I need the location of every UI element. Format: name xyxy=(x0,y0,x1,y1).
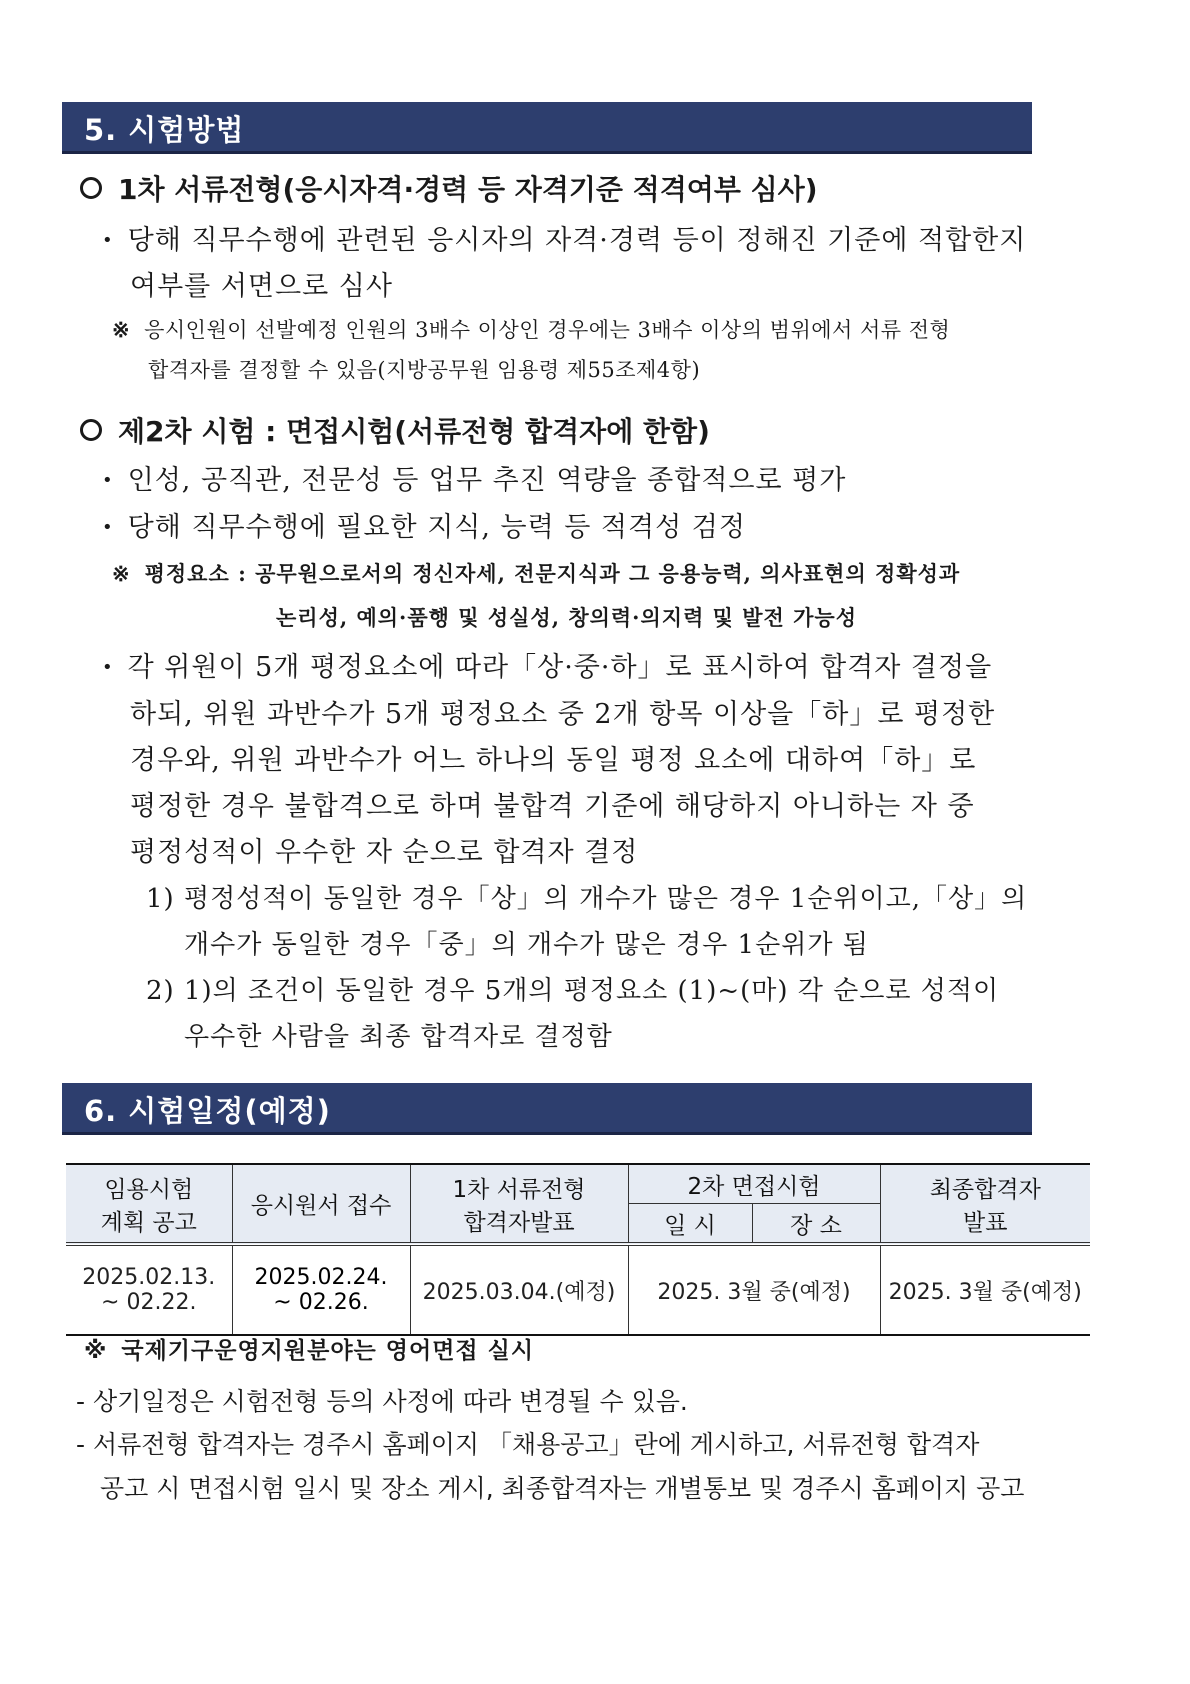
section-5-header-bar xyxy=(62,102,1032,154)
bullet-dot-icon: • xyxy=(102,230,114,251)
table-note xyxy=(84,1332,534,1365)
header-final-result: 최종합격자 발표 xyxy=(880,1164,1090,1244)
circle-bullet-icon xyxy=(80,177,102,199)
announcement-notice-line1: - 서류전형 합격자는 경주시 홈페이지 「채용공고」란에 게시하고, 서류전형 합격자 xyxy=(76,1430,980,1459)
section-6-header-bar xyxy=(62,1083,1032,1135)
stage2-item2-line1: 2) 1)의 조건이 동일한 경우 5개의 평정요소 (1)~(마) 각 순으로 성적이 xyxy=(146,976,1000,1006)
schedule-change-notice: - 상기일정은 시험전형 등의 사정에 따라 변경될 수 있음. xyxy=(76,1387,688,1416)
stage2-heading-text: 제2차 시험 : 면접시험(서류전형 합격자에 한함) xyxy=(118,415,710,448)
cell-interview-date: 2025. 3월 중(예정) xyxy=(628,1244,880,1335)
stage2-bullet1-text: 인성, 공직관, 전문성 등 업무 추진 역량을 종합적으로 평가 xyxy=(127,465,847,496)
stage2-note xyxy=(112,558,960,588)
stage1-bullet-line2: 여부를 서면으로 심사 xyxy=(130,271,393,302)
note-mark: ※ xyxy=(112,317,131,342)
stage1-heading xyxy=(80,168,818,208)
section-5-title: 5. 시험방법 xyxy=(84,113,245,147)
bullet-dot-icon: • xyxy=(102,517,114,538)
note-mark: ※ xyxy=(84,1338,108,1364)
bullet-dot-icon: • xyxy=(102,470,114,491)
header-announcement: 임용시험 계획 공고 xyxy=(66,1164,232,1244)
stage1-note xyxy=(112,314,950,344)
stage1-note-line2: 합격자를 결정할 수 있음(지방공무원 임용령 제55조제4항) xyxy=(148,358,701,382)
stage2-note-line1: 평정요소 : 공무원으로서의 정신자세, 전문지식과 그 응용능력, 의사표현의 정확성과 xyxy=(144,561,961,586)
stage2-item2-line2: 우수한 사람을 최종 합격자로 결정함 xyxy=(184,1022,613,1052)
stage2-item1-line2: 개수가 동일한 경우「중」의 개수가 많은 경우 1순위가 됨 xyxy=(184,930,869,960)
schedule-table xyxy=(66,1163,1090,1336)
stage1-heading-text: 1차 서류전형(응시자격·경력 등 자격기준 적격여부 심사) xyxy=(118,173,818,206)
stage2-bullet3-line4: 평정한 경우 불합격으로 하며 불합격 기준에 해당하지 아니하는 자 중 xyxy=(130,791,975,822)
stage2-bullet3-line2: 하되, 위원 과반수가 5개 평정요소 중 2개 항목 이상을「하」로 평정한 xyxy=(130,699,996,730)
table-note-text: 국제기구운영지원분야는 영어면접 실시 xyxy=(121,1338,535,1364)
cell-final-result-date: 2025. 3월 중(예정) xyxy=(880,1244,1090,1335)
stage1-bullet-line1: 당해 직무수행에 관련된 응시자의 자격·경력 등이 정해진 기준에 적합한지 xyxy=(127,225,1027,256)
bullet-dot-icon: • xyxy=(102,657,114,678)
note-mark: ※ xyxy=(112,561,131,586)
cell-stage1-result-date: 2025.03.04.(예정) xyxy=(410,1244,628,1335)
header-application: 응시원서 접수 xyxy=(232,1164,410,1244)
stage2-note-line2: 논리성, 예의·품행 및 성실성, 창의력·의지력 및 발전 가능성 xyxy=(276,605,857,630)
announcement-notice-line2: 공고 시 면접시험 일시 및 장소 게시, 최종합격자는 개별통보 및 경주시 홈페이지 공고 xyxy=(100,1474,1025,1503)
header-place: 장 소 xyxy=(752,1204,880,1245)
stage2-heading xyxy=(80,410,710,450)
table-header-row xyxy=(66,1164,1090,1204)
stage2-bullet2-text: 당해 직무수행에 필요한 지식, 능력 등 적격성 검정 xyxy=(127,512,746,543)
stage2-bullet3 xyxy=(102,645,992,684)
stage1-note-line1: 응시인원이 선발예정 인원의 3배수 이상인 경우에는 3배수 이상의 범위에서 서류 전형 xyxy=(144,318,951,342)
stage2-bullet1 xyxy=(102,458,846,497)
stage2-bullet3-line1: 각 위원이 5개 평정요소에 따라「상·중·하」로 표시하여 합격자 결정을 xyxy=(127,652,993,683)
table-row xyxy=(66,1244,1090,1335)
stage2-bullet3-line3: 경우와, 위원 과반수가 어느 하나의 동일 평정 요소에 대하여「하」로 xyxy=(130,745,977,776)
header-stage2-interview: 2차 면접시험 xyxy=(628,1164,880,1204)
cell-application-date: 2025.02.24. ~ 02.26. xyxy=(232,1244,410,1335)
stage2-item1-line1: 1) 평정성적이 동일한 경우「상」의 개수가 많은 경우 1순위이고,「상」의 xyxy=(146,884,1028,914)
circle-bullet-icon xyxy=(80,419,102,441)
stage1-bullet xyxy=(102,218,1026,257)
header-stage1-result: 1차 서류전형 합격자발표 xyxy=(410,1164,628,1244)
stage2-bullet3-line5: 평정성적이 우수한 자 순으로 합격자 결정 xyxy=(130,837,639,868)
cell-announcement-date: 2025.02.13. ~ 02.22. xyxy=(66,1244,232,1335)
header-datetime: 일 시 xyxy=(628,1204,752,1245)
stage2-bullet2 xyxy=(102,505,746,544)
section-6-title: 6. 시험일정(예정) xyxy=(84,1094,331,1128)
